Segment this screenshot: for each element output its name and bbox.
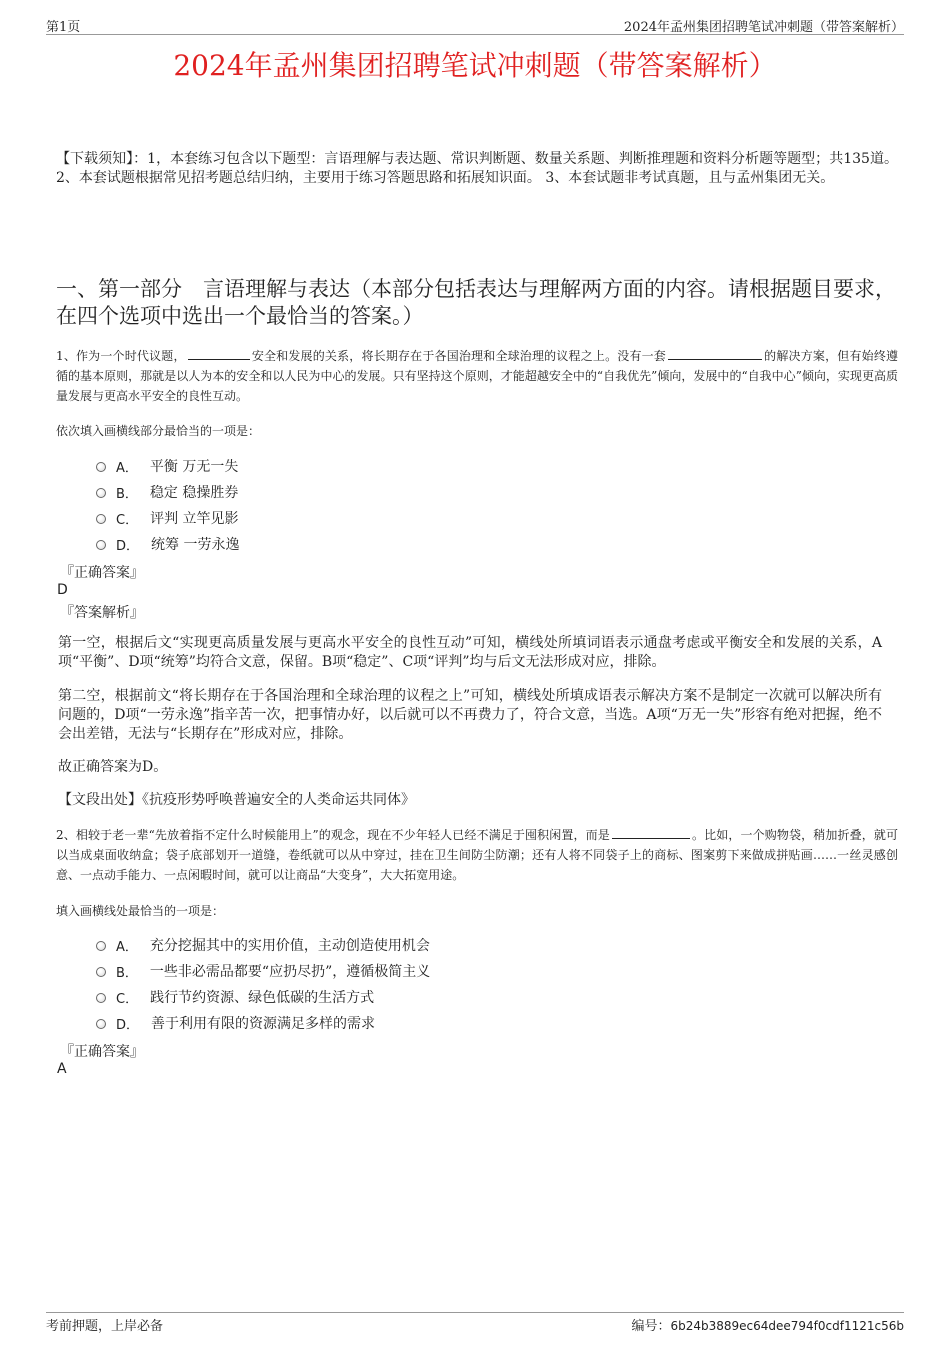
question-1-prompt: 依次填入画横线部分最恰当的一项是： [56, 424, 261, 438]
radio-button[interactable] [96, 941, 106, 951]
option-a[interactable]: A． 平衡 万无一失 [96, 453, 239, 479]
option-c[interactable]: C． 评判 立竿见影 [96, 505, 239, 531]
radio-button[interactable] [96, 514, 106, 524]
question-1-stem: 1、作为一个时代议题， 安全和发展的关系，将长期存在于各国治理和全球治理的议程之上。没有一套 的解决方案，但有始终遵循的基本原则，那就是以人为本的安全和以人民为中心的发展。只有坚持这个原则，才能超越安全中的“自我优先”倾向，发展中的“自我中心”倾向，实现更高质量发展与更高水平安全的良性互动。 [56, 349, 898, 403]
answer-blank [612, 826, 690, 839]
question-2-options [96, 932, 430, 1036]
option-d[interactable]: D． 善于利用有限的资源满足多样的需求 [96, 1010, 430, 1036]
analysis-label: 『答案解析』 [60, 605, 144, 621]
radio-button[interactable] [96, 540, 106, 550]
radio-button[interactable] [96, 1019, 106, 1029]
analysis-paragraph: 第一空，根据后文“实现更高质量发展与更高水平安全的良性互动”可知，横线处所填词语表示通盘考虑或平衡安全和发展的关系，A项“平衡”、D项“统筹”均符合文意，保留。B项“稳定”、C项“评判”均与后文无法形成对应，排除。 [58, 635, 882, 670]
option-c[interactable]: C． 践行节约资源、绿色低碳的生活方式 [96, 984, 430, 1010]
radio-button[interactable] [96, 488, 106, 498]
analysis-paragraph: 第二空，根据前文“将长期存在于各国治理和全球治理的议程之上”可知，横线处所填成语表示解决方案不是制定一次就可以解决所有问题的，D项“一劳永逸”指辛苦一次，把事情办好，以后就可以不再费力了，符合文意，当选。A项“万无一失”形容有绝对把握，绝不会出差错，无法与“长期存在”形成对应，排除。 [58, 688, 882, 742]
source-citation: 【文段出处】《抗疫形势呼唤普遍安全的人类命运共同体》 [58, 792, 415, 808]
page-number: 第1页 [46, 20, 81, 35]
radio-button[interactable] [96, 993, 106, 1003]
option-d[interactable]: D． 统筹 一劳永逸 [96, 531, 239, 557]
analysis-conclusion: 故正确答案为D。 [58, 759, 168, 775]
answer-blank [188, 347, 250, 360]
download-notice: 【下载须知】：1，本套练习包含以下题型：言语理解与表达题、常识判断题、数量关系题、判断推理题和资料分析题等题型；共135道。 2、本套试题根据常见招考题总结归纳，主要用于练习答题思路和拓展知识面。 3、本套试题非考试真题，且与孟州集团无关。 [56, 151, 898, 186]
option-a[interactable]: A． 充分挖掘其中的实用价值，主动创造使用机会 [96, 932, 430, 958]
page-header [46, 14, 904, 35]
correct-answer: A [57, 1061, 67, 1077]
header-doc-title: 2024年孟州集团招聘笔试冲刺题（带答案解析） [623, 20, 904, 35]
page-footer [46, 1312, 904, 1335]
option-b[interactable]: B． 稳定 稳操胜券 [96, 479, 239, 505]
correct-answer-label: 『正确答案』 [60, 565, 144, 581]
answer-blank [668, 347, 762, 360]
question-2-prompt: 填入画横线处最恰当的一项是： [56, 904, 225, 918]
section-title: 一、第一部分 言语理解与表达（本部分包括表达与理解两方面的内容。请根据题目要求，在四个选项中选出一个最恰当的答案。） [56, 277, 896, 328]
radio-button[interactable] [96, 462, 106, 472]
option-b[interactable]: B． 一些非必需品都要“应扔尽扔”，遵循极简主义 [96, 958, 430, 984]
footer-code: 编号：6b24b3889ec64dee794f0cdf1121c56b [631, 1319, 904, 1334]
page-title: 2024年孟州集团招聘笔试冲刺题（带答案解析） [173, 49, 777, 82]
question-2-stem: 2、相较于老一辈“先放着指不定什么时候能用上”的观念，现在不少年轻人已经不满足于囤积闲置，而是 。比如，一个购物袋，稍加折叠，就可以当成桌面收纳盒；袋子底部划开一道缝，卷纸就可以从中穿过，挂在卫生间防尘防潮；还有人将不同袋子上的商标、图案剪下来做成拼贴画……一丝灵感创意、一点动手能力、一点闲暇时间，就可以让商品“大变身”，大大拓宽用途。 [56, 828, 898, 882]
radio-button[interactable] [96, 967, 106, 977]
question-1-options [96, 453, 239, 557]
correct-answer-label: 『正确答案』 [60, 1044, 144, 1060]
correct-answer: D [57, 582, 68, 598]
footer-slogan: 考前押题，上岸必备 [46, 1319, 164, 1334]
